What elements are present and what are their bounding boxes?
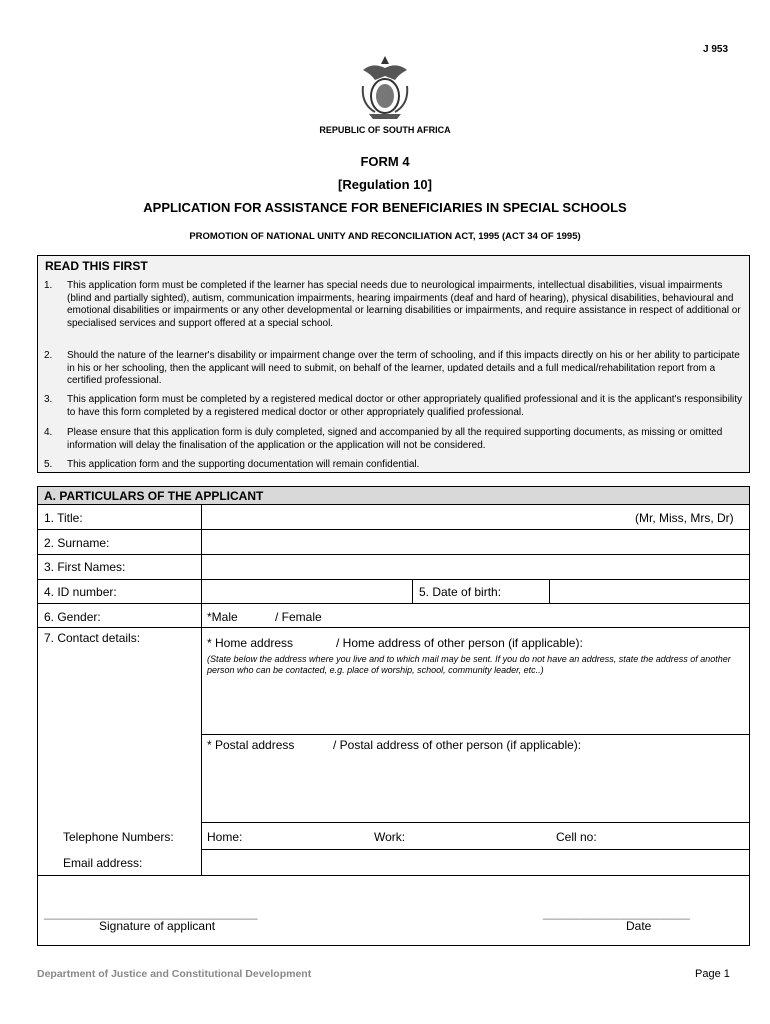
email-address-field[interactable] bbox=[202, 850, 749, 874]
item-text: Please ensure that this application form is duly completed, signed and accompanied by all the required supporting documents, as missing or omitted information will delay the finalisation of the application or the application will not be considered. bbox=[67, 427, 723, 451]
date-label: Date bbox=[626, 919, 652, 933]
page-number: Page 1 bbox=[695, 968, 730, 980]
item-text: This application form must be completed by a registered medical doctor or other appropriately qualified professional and it is the applicant's responsibility to have this form completed by a registered medical doctor or other appropriately qualified professional. bbox=[67, 394, 743, 418]
read-first-item bbox=[44, 459, 744, 472]
item-number: 2. bbox=[44, 350, 53, 361]
read-first-heading: READ THIS FIRST bbox=[45, 259, 148, 273]
address-instruction-note: (State below the address where you live and to which mail may be sent. If you do not have an address, state the address of another person who can be contacted, e.g. place of worship, school, community leader, etc..) bbox=[207, 654, 731, 675]
form-number: FORM 4 bbox=[360, 154, 410, 169]
read-first-box bbox=[37, 255, 750, 473]
item-text: This application form and the supporting documentation will remain confidential. bbox=[67, 459, 420, 470]
first-names-label: 3. First Names: bbox=[44, 560, 126, 574]
home-address-other-label: / Home address of other person (if applicable): bbox=[336, 636, 583, 650]
item-text: This application form must be completed if the learner has special needs due to neurological impairments, intellectual disabilities, visual impairments (blind and partially sighted), autism, communication impairments, hearing impairments (deaf and hard of hearing), physical disabilities, behavioural and emotional disabilities or impairments or any other developmental or learning disabilities or impairments, and require assistance in respect of additional or specialised services and support offered at a special school. bbox=[67, 280, 741, 329]
id-number-label: 4. ID number: bbox=[44, 585, 117, 599]
item-text: Should the nature of the learner's disability or impairment change over the term of schooling, and if this impacts directly on his or her ability to participate in his or her schooling, then the applicant will need to submit, on behalf of the learner, updated details and a full medical/rehabilitation report from a certified professional. bbox=[67, 350, 740, 386]
item-number: 1. bbox=[44, 280, 53, 291]
item-number: 3. bbox=[44, 394, 53, 405]
country-name: REPUBLIC OF SOUTH AFRICA bbox=[319, 125, 451, 135]
gender-female-option[interactable]: / Female bbox=[275, 610, 322, 624]
item-number: 4. bbox=[44, 427, 53, 438]
signature-line[interactable]: ________________________________ bbox=[44, 906, 258, 920]
postal-address-field[interactable] bbox=[202, 755, 749, 821]
regulation: [Regulation 10] bbox=[338, 177, 432, 192]
read-first-item bbox=[44, 427, 744, 452]
act-reference: PROMOTION OF NATIONAL UNITY AND RECONCILIATION ACT, 1995 (ACT 34 OF 1995) bbox=[189, 231, 581, 242]
date-of-birth-label: 5. Date of birth: bbox=[419, 585, 502, 599]
read-first-item bbox=[44, 280, 744, 330]
postal-address-other-label: / Postal address of other person (if applicable): bbox=[333, 738, 582, 752]
home-phone-field[interactable]: Home: bbox=[207, 830, 243, 844]
email-address-label: Email address: bbox=[63, 856, 143, 870]
contact-details-label: 7. Contact details: bbox=[44, 631, 141, 645]
page-title: APPLICATION FOR ASSISTANCE FOR BENEFICIARIES IN SPECIAL SCHOOLS bbox=[143, 200, 627, 215]
coat-of-arms-emblem bbox=[355, 52, 415, 122]
id-number-field[interactable] bbox=[202, 580, 412, 603]
gender-male-option[interactable]: *Male bbox=[207, 610, 238, 624]
work-phone-field[interactable]: Work: bbox=[374, 830, 406, 844]
date-line[interactable]: ______________________ bbox=[543, 906, 690, 920]
title-label: 1. Title: bbox=[44, 511, 83, 525]
first-names-field[interactable] bbox=[202, 555, 749, 579]
applicant-particulars-table bbox=[37, 486, 750, 946]
title-hint: (Mr, Miss, Mrs, Dr) bbox=[635, 511, 734, 525]
section-a-heading: A. PARTICULARS OF THE APPLICANT bbox=[44, 489, 264, 503]
read-first-item bbox=[44, 350, 744, 388]
read-first-item bbox=[44, 394, 744, 419]
signature-label: Signature of applicant bbox=[99, 919, 216, 933]
telephone-numbers-label: Telephone Numbers: bbox=[63, 830, 174, 844]
surname-field[interactable] bbox=[202, 530, 749, 554]
surname-label: 2. Surname: bbox=[44, 536, 110, 550]
form-code: J 953 bbox=[703, 44, 729, 55]
item-number: 5. bbox=[44, 459, 53, 470]
home-address-field[interactable] bbox=[202, 677, 749, 733]
department-footer: Department of Justice and Constitutional Development bbox=[37, 968, 312, 980]
home-address-label: * Home address bbox=[207, 636, 294, 650]
postal-address-label: * Postal address bbox=[207, 738, 295, 752]
gender-label: 6. Gender: bbox=[44, 610, 101, 624]
date-of-birth-field[interactable] bbox=[550, 580, 749, 603]
cell-phone-field[interactable]: Cell no: bbox=[556, 830, 597, 844]
